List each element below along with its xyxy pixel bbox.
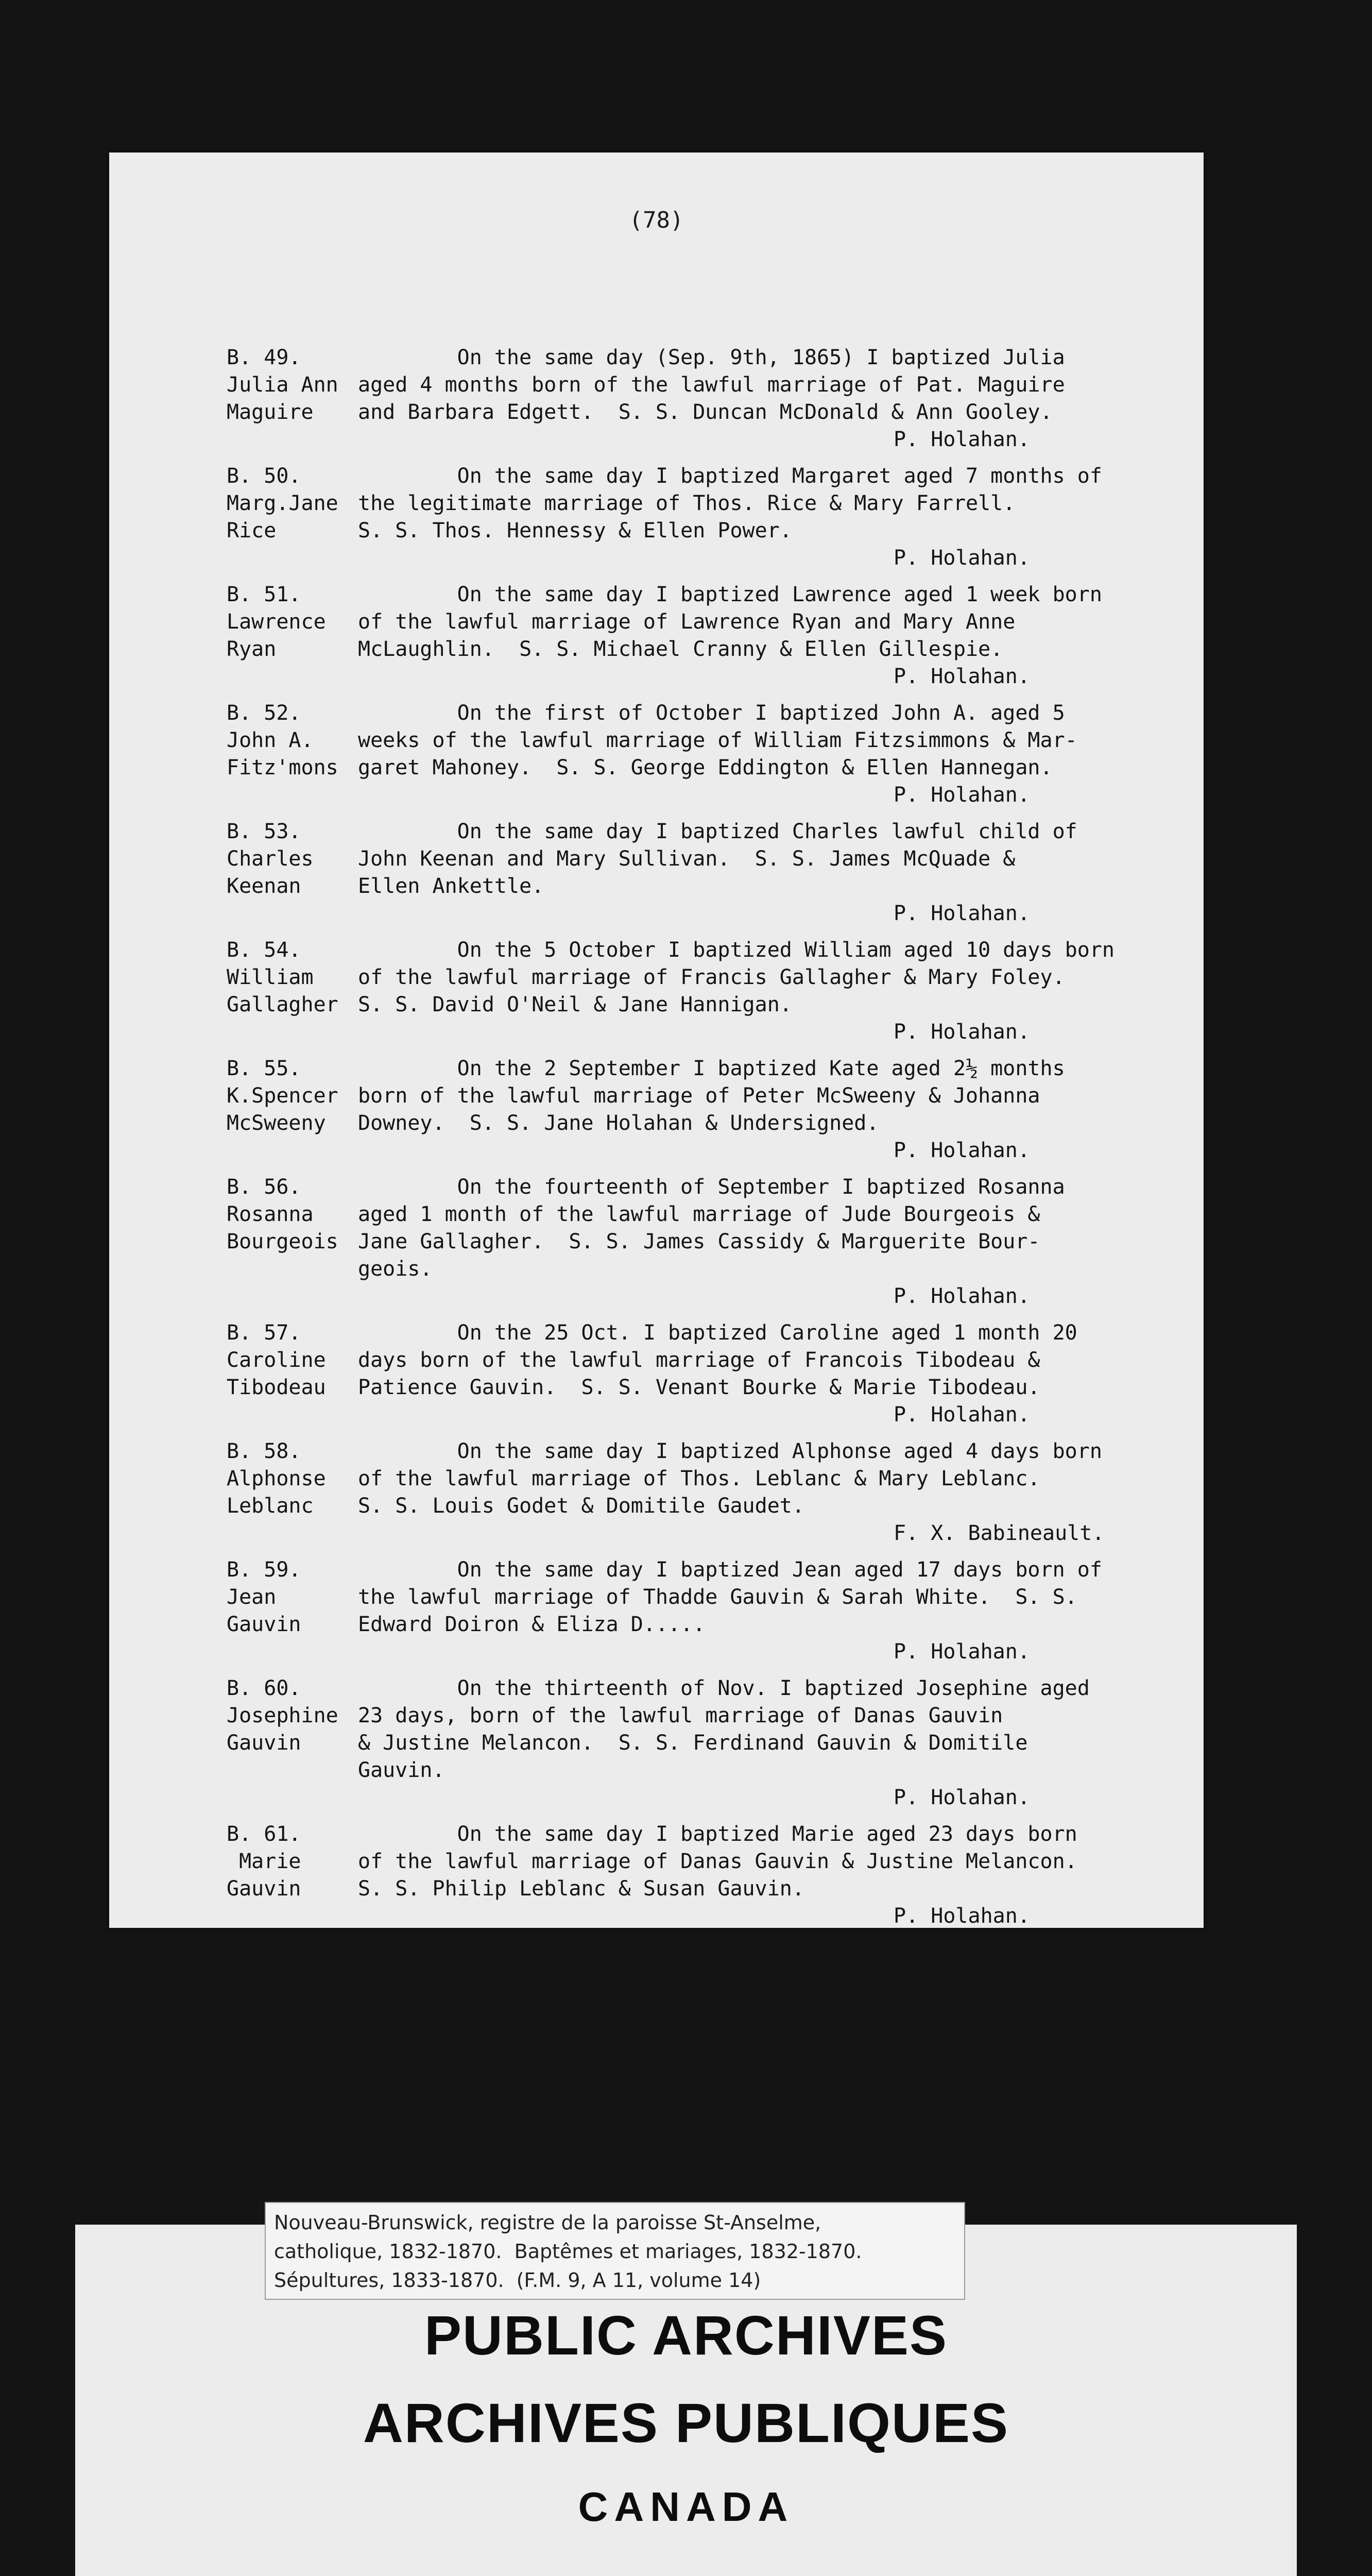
entry-name: Charles bbox=[227, 847, 314, 871]
entry-line: aged 1 month of the lawful marriage of Jude Bourgeois & bbox=[358, 1202, 1040, 1226]
entry-line: days born of the lawful marriage of Francois Tibodeau & bbox=[358, 1348, 1040, 1372]
entry-line: S. S. Philip Leblanc & Susan Gauvin. bbox=[358, 1877, 804, 1901]
entry-line: On the same day I baptized Lawrence aged 1 week born bbox=[358, 583, 1102, 606]
baptism-entries bbox=[227, 344, 1195, 2204]
entry-name: Tibodeau bbox=[227, 1376, 326, 1399]
entry-line: On the same day (Sep. 9th, 1865) I baptized Julia bbox=[358, 346, 1065, 369]
entry-line: On the same day I baptized Marie aged 23 days born bbox=[358, 1822, 1077, 1846]
entry-line: Downey. S. S. Jane Holahan & Undersigned. bbox=[358, 1111, 879, 1135]
baptism-entry bbox=[227, 1675, 1195, 1811]
entry-margin-note bbox=[227, 700, 358, 809]
entry-name: Ryan bbox=[227, 637, 277, 661]
entry-line: the legitimate marriage of Thos. Rice & Mary Farrell. bbox=[358, 492, 1016, 515]
entry-line: On the 3rd December /65 I baptized Thos. James aged bbox=[358, 2059, 1090, 2083]
entry-name: McSweeny bbox=[227, 1111, 326, 1135]
baptism-entry bbox=[227, 1174, 1195, 1310]
entry-line: of the lawful marriage of Francis Gallagher & Mary Foley. bbox=[358, 965, 1065, 989]
baptism-entry bbox=[227, 1438, 1195, 1547]
entry-name: Gallagher bbox=[227, 993, 338, 1016]
entry-text bbox=[358, 2058, 1195, 2194]
baptism-entry bbox=[227, 2058, 1195, 2194]
baptism-entry bbox=[227, 1319, 1195, 1429]
register-caption-label bbox=[265, 2202, 965, 2300]
entry-line: garet Mahoney. S. S. George Eddington & Ellen Hannegan. bbox=[358, 756, 1053, 779]
entry-line: Edward Doiron & Eliza D..... bbox=[358, 1613, 706, 1636]
priest-signature: P. Holahan. bbox=[894, 1904, 1030, 1928]
entry-text bbox=[358, 700, 1195, 809]
register-page bbox=[109, 152, 1204, 2192]
entry-line: S. S. Louis Godet & Domitile Gaudet. bbox=[358, 1494, 804, 1518]
entry-name: Lawrence bbox=[227, 610, 326, 634]
baptism-entry bbox=[227, 818, 1195, 927]
priest-signature: P. Holahan. bbox=[894, 1284, 1030, 1308]
entry-name: Marie bbox=[227, 1850, 301, 1873]
baptism-entry bbox=[227, 1821, 1195, 1930]
entry-text bbox=[358, 1319, 1195, 1429]
entry-line: On the fourteenth of September I baptized Rosanna bbox=[358, 1175, 1065, 1199]
priest-signature: P. Holahan. bbox=[894, 1640, 1030, 1664]
entry-name: Caroline bbox=[227, 1348, 326, 1372]
entry-margin-note bbox=[227, 1556, 358, 1666]
entry-margin-note bbox=[227, 1319, 358, 1429]
entry-line: and Barbara Edgett. S. S. Duncan McDonald & Ann Gooley. bbox=[358, 400, 1053, 424]
baptism-entry bbox=[227, 344, 1195, 453]
entry-name: Leblanc bbox=[227, 1995, 314, 2019]
entry-name: Thos.J. bbox=[227, 2087, 314, 2110]
entry-line: John Keenan and Mary Sullivan. S. S. James McQuade & bbox=[358, 847, 1016, 871]
entry-number: B. 55. bbox=[227, 1057, 301, 1080]
entry-name: Alphonse bbox=[227, 1467, 326, 1490]
baptism-entry bbox=[227, 1556, 1195, 1666]
entry-number: B. 58. bbox=[227, 1439, 301, 1463]
entry-text bbox=[358, 581, 1195, 690]
entry-number: B. 57. bbox=[227, 1321, 301, 1345]
country-label: CANADA bbox=[578, 2484, 794, 2530]
entry-line: Ellen Ankettle. bbox=[358, 874, 544, 898]
entry-number: B. 60. bbox=[227, 1676, 301, 1700]
entry-name: Gauvin bbox=[227, 1731, 301, 1755]
entry-line: Francis Griott & Mary Ann Feeney. S. S. James Ross & bbox=[358, 2114, 1016, 2138]
entry-name: Maguire bbox=[227, 400, 314, 424]
page-number: (78) bbox=[629, 207, 684, 233]
entry-number: B. 53. bbox=[227, 820, 301, 843]
entry-text bbox=[358, 1675, 1195, 1811]
entry-text bbox=[358, 1939, 1195, 2048]
priest-signature: P. Holahan. bbox=[894, 2023, 1030, 2046]
entry-line: On the same day I baptized Charles lawful child of bbox=[358, 820, 1077, 843]
entry-number: B. 56. bbox=[227, 1175, 301, 1199]
entry-name: Leblanc bbox=[227, 1494, 314, 1518]
entry-line: Jane Gallagher. S. S. James Cassidy & Marguerite Bour- bbox=[358, 1230, 1040, 1253]
archives-publiques-heading: ARCHIVES PUBLIQUES bbox=[363, 2392, 1009, 2454]
entry-name: Griott bbox=[227, 2114, 301, 2138]
entry-line: On the same day I baptized Alphonse aged 4 days born bbox=[358, 1439, 1102, 1463]
entry-text bbox=[358, 1174, 1195, 1310]
baptism-entry bbox=[227, 1055, 1195, 1164]
baptism-entry bbox=[227, 700, 1195, 809]
priest-signature: P. Holahan. bbox=[894, 1020, 1030, 1044]
priest-signature: P. Holahan. bbox=[894, 665, 1030, 688]
entry-margin-note bbox=[227, 818, 358, 927]
entry-text bbox=[358, 1438, 1195, 1547]
caption-line: Sépultures, 1833-1870. (F.M. 9, A 11, volume 14) bbox=[274, 2269, 761, 2292]
entry-line: On the same day I baptized Margaret aged 7 months of bbox=[358, 464, 1102, 488]
entry-text bbox=[358, 344, 1195, 453]
entry-number: B. 51. bbox=[227, 583, 301, 606]
entry-number: B. 50. bbox=[227, 464, 301, 488]
entry-name: Fitz'mons bbox=[227, 756, 338, 779]
entry-text bbox=[358, 1055, 1195, 1164]
entry-text bbox=[358, 937, 1195, 1046]
entry-line: of the lawful marriage of Lawrence Ryan and Mary Anne bbox=[358, 610, 1016, 634]
entry-name: John A. bbox=[227, 728, 314, 752]
entry-line: weeks of the lawful marriage of William Fitzsimmons & Mar- bbox=[358, 728, 1077, 752]
entry-name: William bbox=[227, 965, 314, 989]
entry-line: Mary Cummings. bbox=[358, 2141, 532, 2165]
entry-margin-note bbox=[227, 344, 358, 453]
baptism-entry bbox=[227, 1939, 1195, 2048]
entry-margin-note bbox=[227, 1055, 358, 1164]
priest-signature: P. Holahan. bbox=[894, 783, 1030, 807]
entry-name: Bourgeois bbox=[227, 1230, 338, 1253]
entry-number: B. 49. bbox=[227, 346, 301, 369]
entry-line: of the lawful marriage of Danas Gauvin & Justine Melancon. bbox=[358, 1850, 1077, 1873]
entry-line: geois. bbox=[358, 1257, 433, 1281]
entry-line: On the 5 October I baptized William aged 10 days born bbox=[358, 938, 1115, 962]
priest-signature: P. Holahan. bbox=[894, 1403, 1030, 1427]
entry-margin-note bbox=[227, 1438, 358, 1547]
entry-number: B. 63. bbox=[227, 2059, 301, 2083]
entry-margin-note bbox=[227, 463, 358, 572]
entry-number: B. 62. bbox=[227, 1941, 301, 1964]
entry-line: 2 months & 17 days born of the lawful marriage of John bbox=[358, 2087, 1028, 2110]
entry-number: B. 52. bbox=[227, 701, 301, 725]
entry-name: Cyrile bbox=[227, 1968, 301, 1992]
caption-line: catholique, 1832-1870. Baptêmes et mariages, 1832-1870. bbox=[274, 2240, 862, 2263]
entry-number: B. 54. bbox=[227, 938, 301, 962]
priest-signature: F. X. Babineault. bbox=[894, 1521, 1105, 1545]
priest-signature: P. Holahan. bbox=[894, 1786, 1030, 1809]
entry-name: K.Spencer bbox=[227, 1084, 338, 1108]
entry-margin-note bbox=[227, 937, 358, 1046]
entry-text bbox=[358, 818, 1195, 927]
entry-line: McLaughlin. S. S. Michael Cranny & Ellen Gillespie. bbox=[358, 637, 1003, 661]
entry-text bbox=[358, 1821, 1195, 1930]
priest-signature: P. Holahan. bbox=[894, 2168, 1030, 2192]
entry-line: S. S. Thos. Hennessy & Ellen Power. bbox=[358, 519, 792, 543]
entry-line: Auguste B. Leblanc & Henriette Gauvin. bbox=[358, 1995, 830, 2019]
entry-line: On the 2 September I baptized Kate aged 2½ months bbox=[358, 1057, 1065, 1080]
entry-line: lawful marriage of Philip Leblanc & Sylvie Bourke. S. S. bbox=[358, 1968, 1065, 1992]
entry-number: B. 61. bbox=[227, 1822, 301, 1846]
entry-line: aged 4 months born of the lawful marriage of Pat. Maguire bbox=[358, 373, 1065, 397]
entry-name: Rice bbox=[227, 519, 277, 543]
baptism-entry bbox=[227, 463, 1195, 572]
baptism-entry bbox=[227, 581, 1195, 690]
entry-margin-note bbox=[227, 1675, 358, 1811]
entry-margin-note bbox=[227, 1939, 358, 2048]
entry-name: Gauvin bbox=[227, 1613, 301, 1636]
entry-name: Julia Ann bbox=[227, 373, 338, 397]
entry-line: the lawful marriage of Thadde Gauvin & Sarah White. S. S. bbox=[358, 1585, 1077, 1609]
entry-name: Rosanna bbox=[227, 1202, 314, 1226]
priest-signature: P. Holahan. bbox=[894, 428, 1030, 451]
entry-text bbox=[358, 463, 1195, 572]
entry-name: Jean bbox=[227, 1585, 277, 1609]
entry-text bbox=[358, 1556, 1195, 1666]
entry-name: Marg.Jane bbox=[227, 492, 338, 515]
entry-line: On the same day I baptized Cyrile aged one day of the bbox=[358, 1941, 1115, 1964]
entry-line: On the thirteenth of Nov. I baptized Josephine aged bbox=[358, 1676, 1090, 1700]
entry-line: On the 25 Oct. I baptized Caroline aged 1 month 20 bbox=[358, 1321, 1077, 1345]
entry-name: Keenan bbox=[227, 874, 301, 898]
entry-line: On the first of October I baptized John A. aged 5 bbox=[358, 701, 1065, 725]
entry-margin-note bbox=[227, 581, 358, 690]
entry-line: 23 days, born of the lawful marriage of Danas Gauvin bbox=[358, 1704, 1003, 1727]
entry-name: Josephine bbox=[227, 1704, 338, 1727]
entry-line: of the lawful marriage of Thos. Leblanc & Mary Leblanc. bbox=[358, 1467, 1040, 1490]
entry-margin-note bbox=[227, 2058, 358, 2194]
priest-signature: P. Holahan. bbox=[894, 546, 1030, 570]
baptism-entry bbox=[227, 937, 1195, 1046]
priest-signature: P. Holahan. bbox=[894, 1139, 1030, 1162]
entry-line: S. S. David O'Neil & Jane Hannigan. bbox=[358, 993, 792, 1016]
entry-number: B. 59. bbox=[227, 1558, 301, 1582]
public-archives-heading: PUBLIC ARCHIVES bbox=[424, 2304, 948, 2366]
entry-line: Gauvin. bbox=[358, 1758, 445, 1782]
entry-line: On the same day I baptized Jean aged 17 days born of bbox=[358, 1558, 1102, 1582]
priest-signature: P. Holahan. bbox=[894, 902, 1030, 925]
entry-line: born of the lawful marriage of Peter McSweeny & Johanna bbox=[358, 1084, 1040, 1108]
entry-margin-note bbox=[227, 1821, 358, 1930]
entry-line: & Justine Melancon. S. S. Ferdinand Gauvin & Domitile bbox=[358, 1731, 1028, 1755]
entry-line: Patience Gauvin. S. S. Venant Bourke & Marie Tibodeau. bbox=[358, 1376, 1040, 1399]
entry-name: Gauvin bbox=[227, 1877, 301, 1901]
entry-margin-note bbox=[227, 1174, 358, 1310]
caption-line: Nouveau-Brunswick, registre de la paroisse St-Anselme, bbox=[274, 2211, 821, 2234]
